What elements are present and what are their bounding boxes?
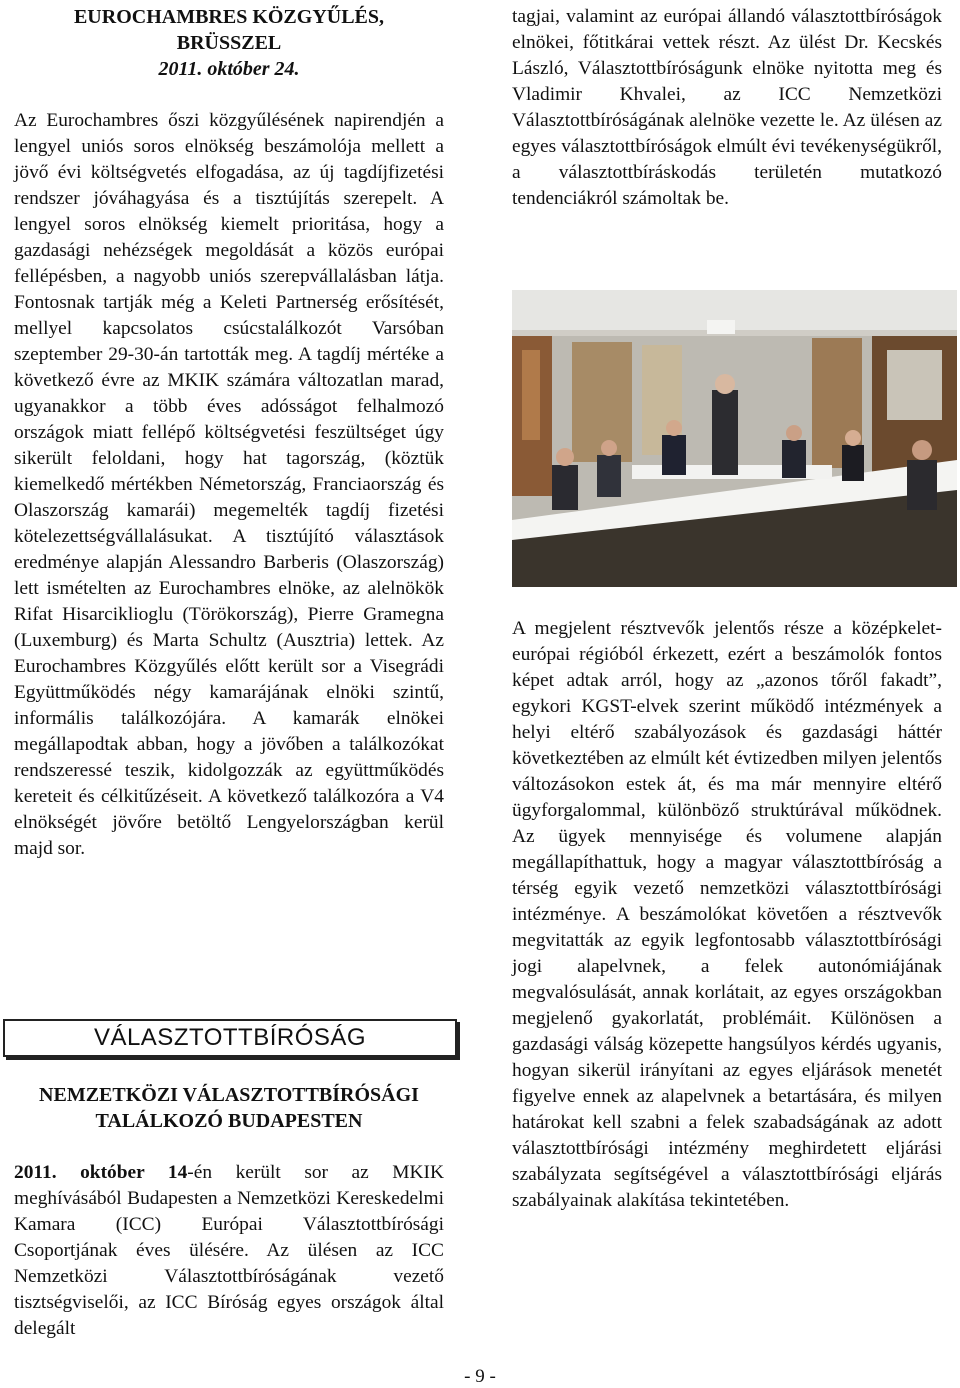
article2-title: [14, 1082, 444, 1134]
article2-title-line2: TALÁLKOZÓ BUDAPESTEN: [95, 1110, 363, 1132]
article1-date: 2011. október 24.: [158, 58, 300, 80]
article2-body-right-1: tagjai, valamint az európai állandó választottbíróságok elnökei, főtitkárai vettek részt. Az ülést Dr. Kecskés László, Választottbíróságunk elnöke nyitotta meg és Vladimir Khvalei, az ICC Nemzetközi Választottbíróságának alelnöke vezette le. Az ülésen az egyes választottbíróságok elmúlt évi tevékenységükről, a választottbíráskodás területén mutatkozó tendenciákról számoltak be.: [512, 6, 942, 209]
article2-body-left-text: -én került sor az MKIK meghívásából Budapesten a Nemzetközi Kereskedelmi Kamara (ICC) Európai Választottbírósági Csoportjának éves ülésére. Az ülésen az ICC Nemzetközi Választottbíróságának vezető tisztségviselői, az ICC Bíróság egyes országok által delegált: [14, 1162, 444, 1339]
page-number: - 9 -: [464, 1366, 496, 1387]
meeting-illustration: [512, 290, 957, 587]
section-heading: VÁLASZTOTTBÍRÓSÁG: [3, 1019, 457, 1057]
article2-lead-date: 2011. október 14: [14, 1162, 188, 1183]
article1-title: [14, 4, 444, 82]
article2-body-left: [14, 1160, 444, 1342]
article1-title-line2: BRÜSSZEL: [176, 32, 282, 54]
article2-title-line1: NEMZETKÖZI VÁLASZTOTTBÍRÓSÁGI: [39, 1084, 419, 1106]
left-column: [14, 0, 444, 862]
article1-body: Az Eurochambres őszi közgyűlésének napirendjén a lengyel uniós soros elnökség beszámolója mellett a jövő évi költségvetés elfogadása, az új tagdíjfizetési rendszer jóváhagyása és a tisztújítás szerepelt. A lengyel soros elnökség kiemelt prioritása, hogy a gazdasági nehézségek megoldását a közös európai fellépésben, a nagyobb uniós szerepvállalásban látja. Fontosnak tartják még a Keleti Partnerség erősítését, mellyel kapcsolatos csúcstalálkozót Varsóban szeptember 29-30-án tartották meg. A tagdíj mértéke a következő évre az MKIK számára változatlan marad, ugyanakkor a több éves adósságot felhalmozó országok miatt fellépő költségvetési feszültséget úgy sikerült feloldani, hogy hat tagország, (köztük kiemelkedő mértékben Németország, Franciaország és Olaszország kamarái) megemelték tagdíj fizetési kötelezettségvállalásukat. A tisztújító választások eredménye alapján Alessandro Barberis (Olaszország) lett ismételten az Eurochambres elnöke, az alelnökök Rifat Hisarciklioglu (Törökország), Pierre Gramegna (Luxemburg) és Marta Schultz (Ausztria) lettek. Az Eurochambres Közgyűlés előtt került sor a Visegrádi Együttműködés négy kamarájának elnöki szintű, informális találkozójára. A kamarák elnökei megállapodtak abban, hogy a jövőben a találkozókat rendszeressé teszik, kidolgozzák az együttműködés kereteit és célkitűzéseit. A következő találkozóra a V4 elnökségét jövőre betöltő Lengyelországban kerül majd sor.: [14, 110, 444, 859]
meeting-photo: [512, 290, 957, 587]
article1-title-line1: EUROCHAMBRES KÖZGYŰLÉS,: [73, 6, 385, 28]
article2-body-right-2-wrap: [512, 616, 942, 1214]
article2-body-right-2: A megjelent résztvevők jelentős része a középkelet-európai régióból érkezett, ezért a beszámolók fontos képet adtak arról, hogy az „azonos tőről fakadt”, egykori KGST-elvek szerint működő intézmények a helyi eltérő szabályozások és gazdasági háttér következtében az elmúlt két évtizedben milyen jelentős változásokon estek át, és ma már mennyire eltérő ügyforgalommal, különböző struktúrával működnek. Az ügyek mennyisége és volumene alapján megállapíthattuk, hogy a magyar választottbíróság a térség egyik vezető nemzetközi választottbírósági intézménye. A beszámolókat követően a résztvevők megvitatták az egyik legfontosabb választottbírósági jogi alapelvnek, a felek autonómiájának megvalósulását, annak korlátait, az egyes országokban megjelenő gyakorlatát, problémáit. Különösen a gazdasági válság közepette hangsúlyos kérdés ugyanis, hogyan sikerül irányítani az egyes eljárások menetét figyelve ennek az alapelvnek a betartására, és milyen határokat kell szabni a felek szabadságának az adott választottbírósági intézmény meghirdetett eljárási szabályzata segítségével a választottbírósági eljárás szabályainak alakítása tekintetében.: [512, 618, 942, 1211]
right-column: [512, 0, 942, 212]
